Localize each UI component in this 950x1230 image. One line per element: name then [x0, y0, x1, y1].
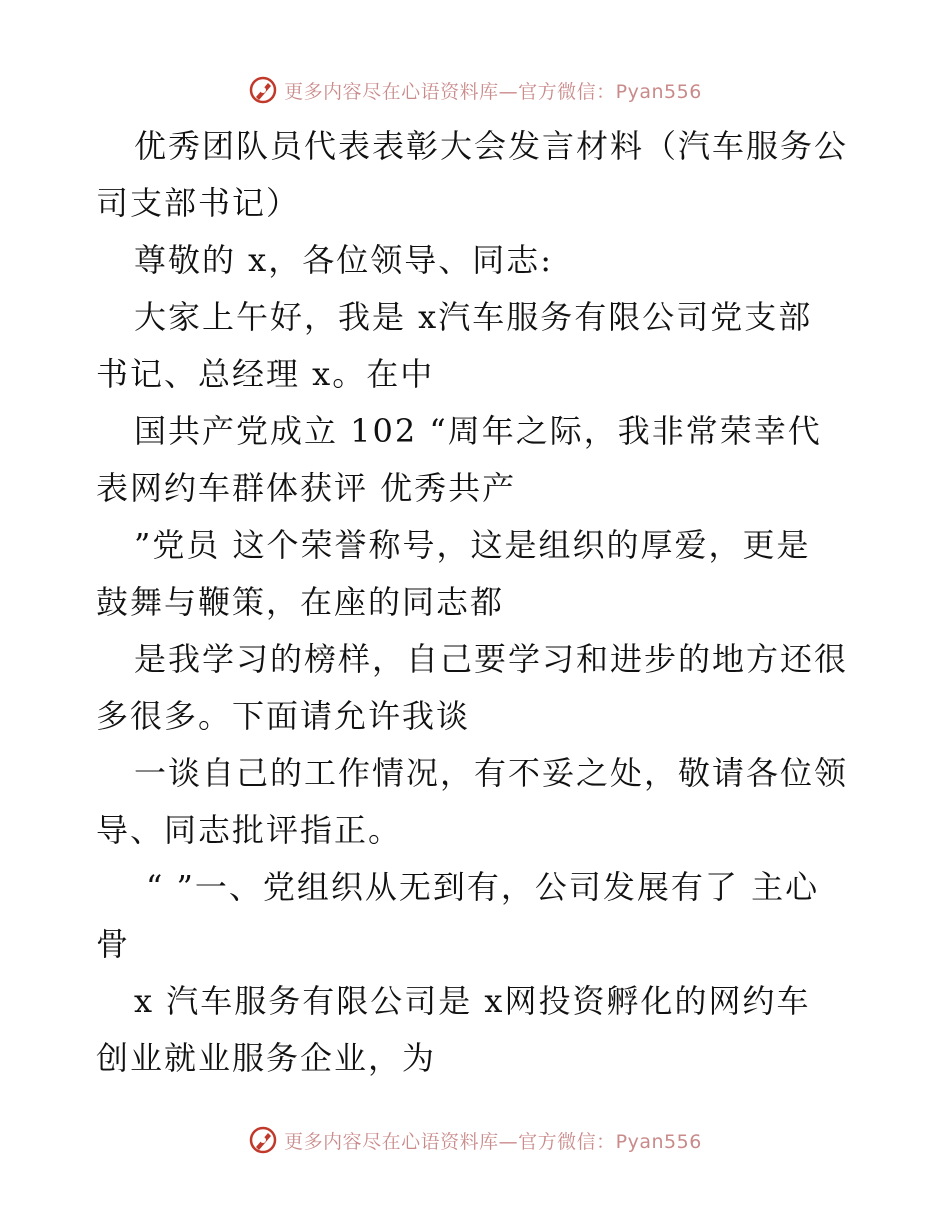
paragraph-line: 创业就业服务企业，为 [96, 1039, 437, 1077]
paragraph-line: 多很多。下面请允许我谈 [96, 697, 471, 735]
paragraph-line: ”党员 这个荣誉称号，这是组织的厚爱，更是 [134, 526, 811, 564]
paragraph-line: 大家上午好，我是 x汽车服务有限公司党支部 [134, 298, 813, 336]
watermark-text: 更多内容尽在心语资料库—官方微信：Pyan556 [284, 80, 702, 103]
title-line-1: 优秀团队员代表表彰大会发言材料（汽车服务公 [134, 127, 849, 165]
paragraph-line: 是我学习的榜样，自己要学习和进步的地方还很 [134, 640, 849, 678]
paragraph-line: 表网约车群体获评 优秀共产 [96, 469, 517, 507]
paragraph-line: 导、同志批评指正。 [96, 811, 403, 849]
watermark-text: 更多内容尽在心语资料库—官方微信：Pyan556 [284, 1130, 702, 1153]
section-heading: “ ”一、党组织从无到有，公司发展有了 主心 [146, 868, 820, 906]
paragraph-line: 国共产党成立 102 “周年之际，我非常荣幸代 [134, 412, 822, 450]
paragraph-line: 一谈自己的工作情况，有不妥之处，敬请各位领 [134, 754, 849, 792]
footer-watermark [0, 1120, 950, 1160]
paragraph-line: 书记、总经理 x。在中 [96, 355, 435, 393]
paragraph-line: 鼓舞与鞭策，在座的同志都 [96, 583, 505, 621]
salutation: 尊敬的 x，各位领导、同志: [134, 241, 554, 279]
pen-logo-icon [248, 75, 278, 105]
paragraph-line: x 汽车服务有限公司是 x网投资孵化的网约车 [134, 982, 811, 1020]
document-body [96, 118, 856, 1087]
title-line-2: 司支部书记） [96, 184, 301, 222]
section-heading-cont: 骨 [96, 925, 131, 963]
header-watermark [0, 70, 950, 110]
pen-logo-icon [248, 1125, 278, 1155]
